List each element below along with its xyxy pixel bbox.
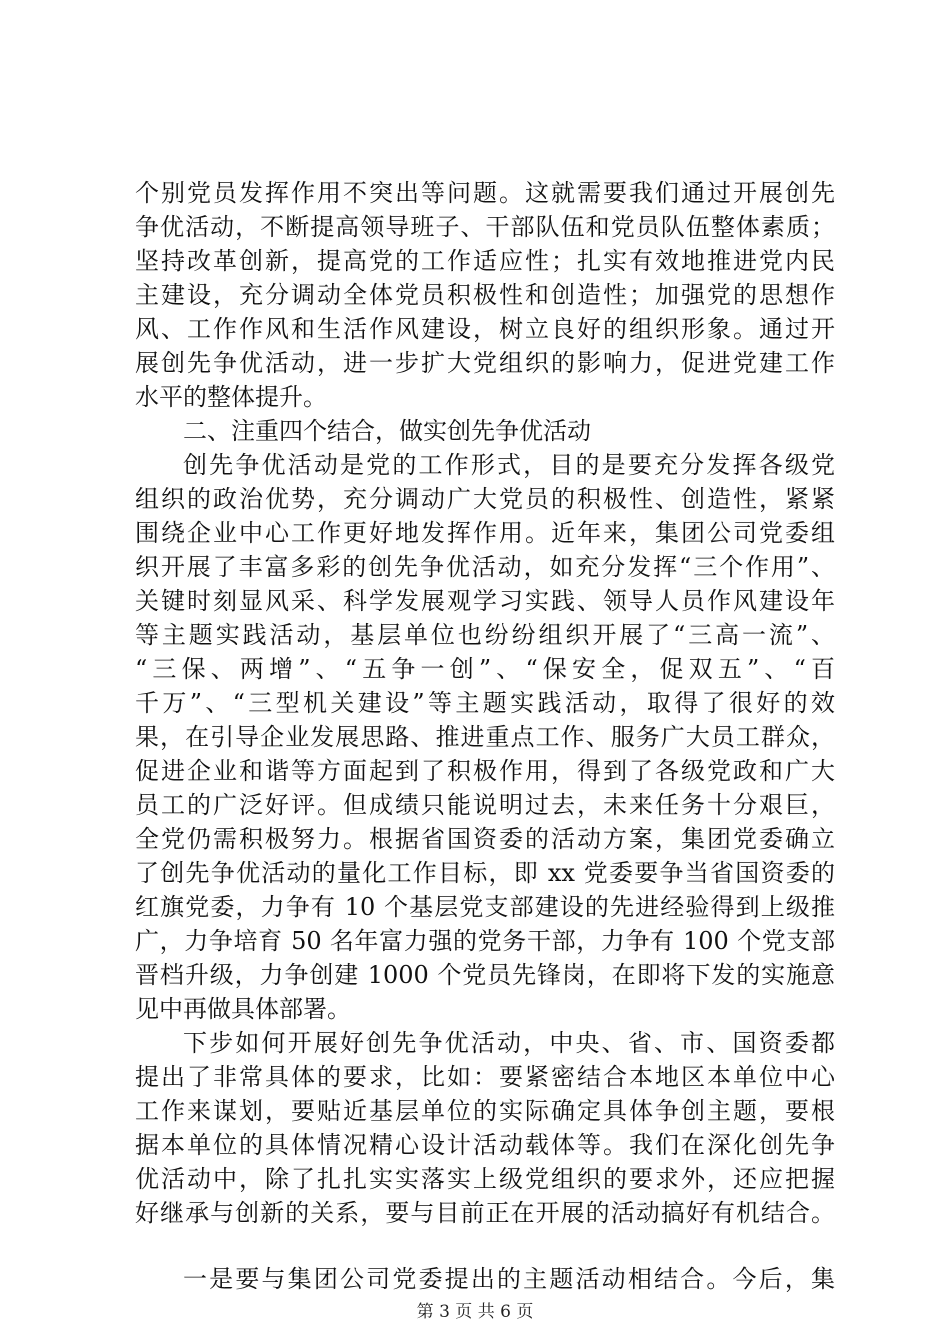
paragraph-3-line-2: 提出了非常具体的要求，比如：要紧密结合本地区本单位中心	[135, 1063, 835, 1091]
paragraph-2-line-4: 织开展了丰富多彩的创先争优活动，如充分发挥“三个作用”、	[135, 553, 835, 581]
section-heading: 二、注重四个结合，做实创先争优活动	[183, 417, 591, 445]
paragraph-2-line-8: 千万”、“三型机关建设”等主题实践活动，取得了很好的效	[135, 689, 835, 717]
paragraph-2-line-1: 创先争优活动是党的工作形式，目的是要充分发挥各级党	[183, 451, 835, 479]
paragraph-2-line-6: 等主题实践活动，基层单位也纷纷组织开展了“三高一流”、	[135, 621, 835, 649]
paragraph-1-line-1: 个别党员发挥作用不突出等问题。这就需要我们通过开展创先	[135, 179, 835, 207]
paragraph-2-line-16: 晋档升级，力争创建 1000 个党员先锋岗，在即将下发的实施意	[135, 961, 835, 989]
paragraph-1-line-7: 水平的整体提升。	[135, 383, 327, 411]
paragraph-1-line-3: 坚持改革创新，提高党的工作适应性；扎实有效地推进党内民	[135, 247, 835, 275]
paragraph-2-line-17: 见中再做具体部署。	[135, 995, 351, 1023]
paragraph-1-line-6: 展创先争优活动，进一步扩大党组织的影响力，促进党建工作	[135, 349, 835, 377]
paragraph-2-line-14: 红旗党委，力争有 10 个基层党支部建设的先进经验得到上级推	[135, 893, 835, 921]
paragraph-2-line-12: 全党仍需积极努力。根据省国资委的活动方案，集团党委确立	[135, 825, 835, 853]
page-number-footer: 第 3 页 共 6 页	[416, 1302, 534, 1322]
paragraph-3-line-3: 工作来谋划，要贴近基层单位的实际确定具体争创主题，要根	[135, 1097, 835, 1125]
paragraph-1-line-5: 风、工作作风和生活作风建设，树立良好的组织形象。通过开	[135, 315, 835, 343]
paragraph-2-line-2: 组织的政治优势，充分调动广大党员的积极性、创造性，紧紧	[135, 485, 835, 513]
paragraph-1-line-4: 主建设，充分调动全体党员积极性和创造性；加强党的思想作	[135, 281, 835, 309]
paragraph-2-line-13: 了创先争优活动的量化工作目标，即 xx 党委要争当省国资委的	[135, 859, 835, 887]
paragraph-2-line-11: 员工的广泛好评。但成绩只能说明过去，未来任务十分艰巨，	[135, 791, 835, 819]
paragraph-2-line-7: “三保、两增”、“五争一创”、“保安全，促双五”、“百	[135, 655, 835, 683]
paragraph-2-line-10: 促进企业和谐等方面起到了积极作用，得到了各级党政和广大	[135, 757, 835, 785]
paragraph-3-line-5: 优活动中，除了扎扎实实落实上级党组织的要求外，还应把握	[135, 1165, 835, 1193]
paragraph-1-line-2: 争优活动，不断提高领导班子、干部队伍和党员队伍整体素质；	[135, 213, 835, 241]
paragraph-4-line-1: 一是要与集团公司党委提出的主题活动相结合。今后，集	[183, 1265, 835, 1293]
paragraph-3-line-6: 好继承与创新的关系，要与目前正在开展的活动搞好有机结合。	[135, 1199, 835, 1227]
paragraph-2-line-3: 围绕企业中心工作更好地发挥作用。近年来，集团公司党委组	[135, 519, 835, 547]
paragraph-2-line-5: 关键时刻显风采、科学发展观学习实践、领导人员作风建设年	[135, 587, 835, 615]
paragraph-3-line-4: 据本单位的具体情况精心设计活动载体等。我们在深化创先争	[135, 1131, 835, 1159]
paragraph-2-line-9: 果，在引导企业发展思路、推进重点工作、服务广大员工群众，	[135, 723, 835, 751]
paragraph-2-line-15: 广，力争培育 50 名年富力强的党务干部，力争有 100 个党支部	[135, 927, 835, 955]
paragraph-3-line-1: 下步如何开展好创先争优活动，中央、省、市、国资委都	[183, 1029, 835, 1057]
